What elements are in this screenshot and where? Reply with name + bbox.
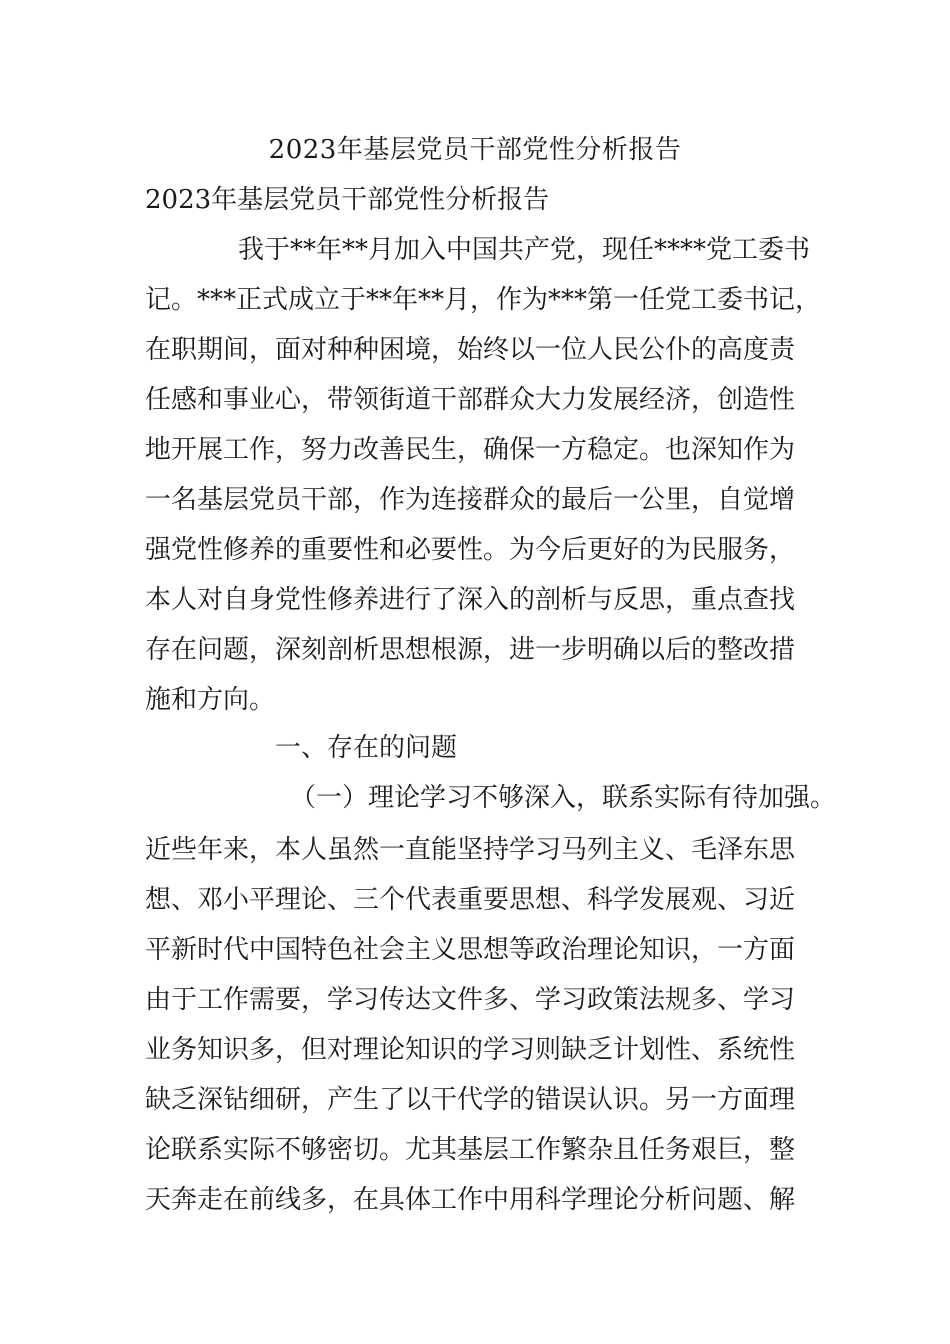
intro-line: 地开展工作，努力改善民生，确保一方稳定。也深知作为 — [145, 435, 796, 465]
intro-line: 我于**年**月加入中国共产党，现任****党工委书 — [238, 235, 811, 265]
body-line: 业务知识多，但对理论知识的学习则缺乏计划性、系统性 — [145, 1035, 796, 1065]
intro-line: 强党性修养的重要性和必要性。为今后更好的为民服务， — [145, 535, 796, 565]
body-line: 近些年来，本人虽然一直能坚持学习马列主义、毛泽东思 — [145, 835, 796, 865]
body-line: 想、邓小平理论、三个代表重要思想、科学发展观、习近 — [145, 885, 796, 915]
body-line: 缺乏深钻细研，产生了以干代学的错误认识。另一方面理 — [145, 1085, 796, 1115]
body-line: 平新时代中国特色社会主义思想等政治理论知识，一方面 — [145, 935, 796, 965]
intro-line: 存在问题，深刻剖析思想根源，进一步明确以后的整改措 — [145, 635, 796, 665]
intro-line: 施和方向。 — [145, 685, 276, 715]
section-heading: 一、存在的问题 — [275, 733, 458, 763]
body-line: 天奔走在前线多，在具体工作中用科学理论分析问题、解 — [145, 1185, 796, 1215]
subsection-heading: （一）理论学习不够深入，联系实际有待加强。 — [290, 783, 837, 813]
intro-line: 任感和事业心，带领街道干部群众大力发展经济，创造性 — [145, 385, 796, 415]
body-line: 由于工作需要，学习传达文件多、学习政策法规多、学习 — [145, 985, 796, 1015]
intro-line: 记。***正式成立于**年**月，作为***第一任党工委书记， — [145, 285, 822, 315]
intro-line: 本人对自身党性修养进行了深入的剖析与反思，重点查找 — [145, 585, 796, 615]
document-subtitle: 2023年基层党员干部党性分析报告 — [145, 185, 550, 215]
document-title: 2023年基层党员干部党性分析报告 — [268, 135, 682, 165]
body-line: 论联系实际不够密切。尤其基层工作繁杂且任务艰巨，整 — [145, 1135, 796, 1165]
intro-line: 在职期间，面对种种困境，始终以一位人民公仆的高度责 — [145, 335, 796, 365]
intro-line: 一名基层党员干部，作为连接群众的最后一公里，自觉增 — [145, 485, 796, 515]
